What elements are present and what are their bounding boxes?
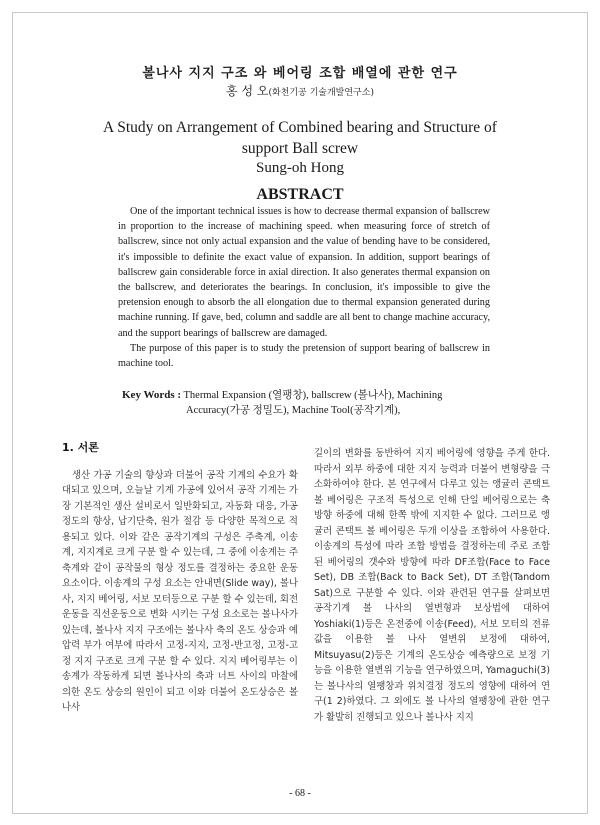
korean-author: 홍 성 오 — [226, 84, 269, 98]
keywords-line-2: Accuracy(가공 정밀도), Machine Tool(공작기계), — [186, 405, 401, 416]
english-title: A Study on Arrangement of Combined bearing and Structure of support Ball screw — [103, 119, 497, 157]
abstract-paragraph-2: The purpose of this paper is to study the pretension of support bearing of ballscrew in machine tool. — [118, 342, 490, 370]
section-heading: 1. 서론 — [62, 441, 99, 454]
korean-author-line — [0, 82, 600, 99]
abstract-paragraph-1: One of the important technical issues is how to decrease thermal expansion of ballscrew in proportion to the increase of machining speed. when measuring force of stretch of ballscrew, since not only actual expansion and the value of bending have to be considered, it's impossible to definite the exact value of expansion. In addition, support bearings of ballscrew gain considerable force in axial direction. It also generates thermal expansion on the ballscrew, and deteriorates the bearings. In conclusion, it's impossible to give the pretension enough to absorb the all elongation due to thermal expansion generated during machine running. If gave, bed, column and saddle are all bent to change machine accuracy, and the support bearings of ballscrew are damaged. — [118, 206, 490, 339]
page-number: - 68 - — [289, 788, 311, 799]
abstract-heading: ABSTRACT — [256, 186, 344, 203]
left-column — [62, 440, 298, 716]
keywords-block — [122, 388, 492, 418]
left-column-text: 생산 가공 기술의 향상과 더불어 공작 기계의 수요가 확대되고 있으며, 오늘날 기계 가공에 있어서 공작 기계는 가장 기본적인 생산 설비로서 일반화되고, 자동화 대응, 가공 정도의 향상, 납기단축, 원가 절감 등 다양한 목적으로 적용되고 있다. 이와 같은 공작기계의 구성은 주축계, 이송계, 지지계로 크게 구분 할 수 있는데, 그 중에 이송계는 주축계와 같이 공작물의 형상 정도를 결정하는 중요한 운동 요소이다. 이송계의 구성 요소는 안내면(Slide way), 볼나사, 지지 베어링, 서보 모터등으로 구분 할 수 있는데, 회전 운동을 직선운동으로 변화 시키는 구성 요소로는 볼나사가 있는데, 볼나사 지지 구조에는 볼나사 축의 온도 상승과 예압력 부가 여부에 따라서 고정-지지, 고정-반고정, 고정-고정 지지 구조로 크게 구분 할 수 있다. 지지 베어링부는 이송계가 작동하게 되면 볼나사의 축과 너트 사이의 마찰에 의한 온도 상승의 원인이 되고 이와 더불어 온도상승은 볼나사 — [62, 469, 299, 713]
keywords-line-1 — [122, 388, 492, 403]
keywords-text-1: Thermal Expansion (열팽창), ballscrew (볼나사), Machining — [183, 390, 443, 401]
korean-title: 볼나사 지지 구조 와 베어링 조합 배열에 관한 연구 — [142, 66, 458, 81]
right-column — [314, 446, 550, 725]
right-column-text: 길이의 변화를 동반하여 지지 베어링에 영향을 주게 한다. 따라서 외부 하중에 대한 지지 능력과 더불어 변형량을 극소화하여야 한다. 본 연구에서 다루고 있는 앵귤러 콘택트 볼 베어링은 구조적 특성으로 인해 단일 베어링으로는 축 방향 하중에 대해 한쪽 밖에 지지한 수 없다. 그러므로 앵귤러 콘택트 볼 베어링은 두개 이상을 조합하여 사용한다. 이송계의 특성에 따라 조합 방법을 결정하는데 주로 조합된 베어링의 갯수와 방향에 따라 DF조합(Face to Face Set), DB 조합(Back to Back Set), DT 조합(Tandom Sat)으로 구분할 수 있다. 이와 관련된 연구를 살펴보면 공작기계 볼 나사의 열변형과 보상법에 대하여 Yoshiaki(1)등은 온전중에 이송(Feed), 서보 모터의 전류 값을 이용한 볼 나사 열변위 보정에 대하여, Mitsuyasu(2)등은 기계의 온도상승 예측량으로 보정 기능을 이용한 열변위 기능을 연구하였으며, Yamaguchi(3)는 볼나사의 열팽창과 위치결정 정도의 영향에 대하여 연구(1 2)하였다. 그 외에도 볼 나사의 열팽창에 관한 연구가 활발히 진행되고 있으나 볼나사 지지 — [314, 448, 550, 723]
keywords-label: Key Words : — [122, 389, 182, 401]
english-author: Sung-oh Hong — [256, 160, 344, 176]
korean-affiliation: (화천기공 기술개발연구소) — [268, 88, 374, 98]
abstract-body — [118, 204, 490, 371]
